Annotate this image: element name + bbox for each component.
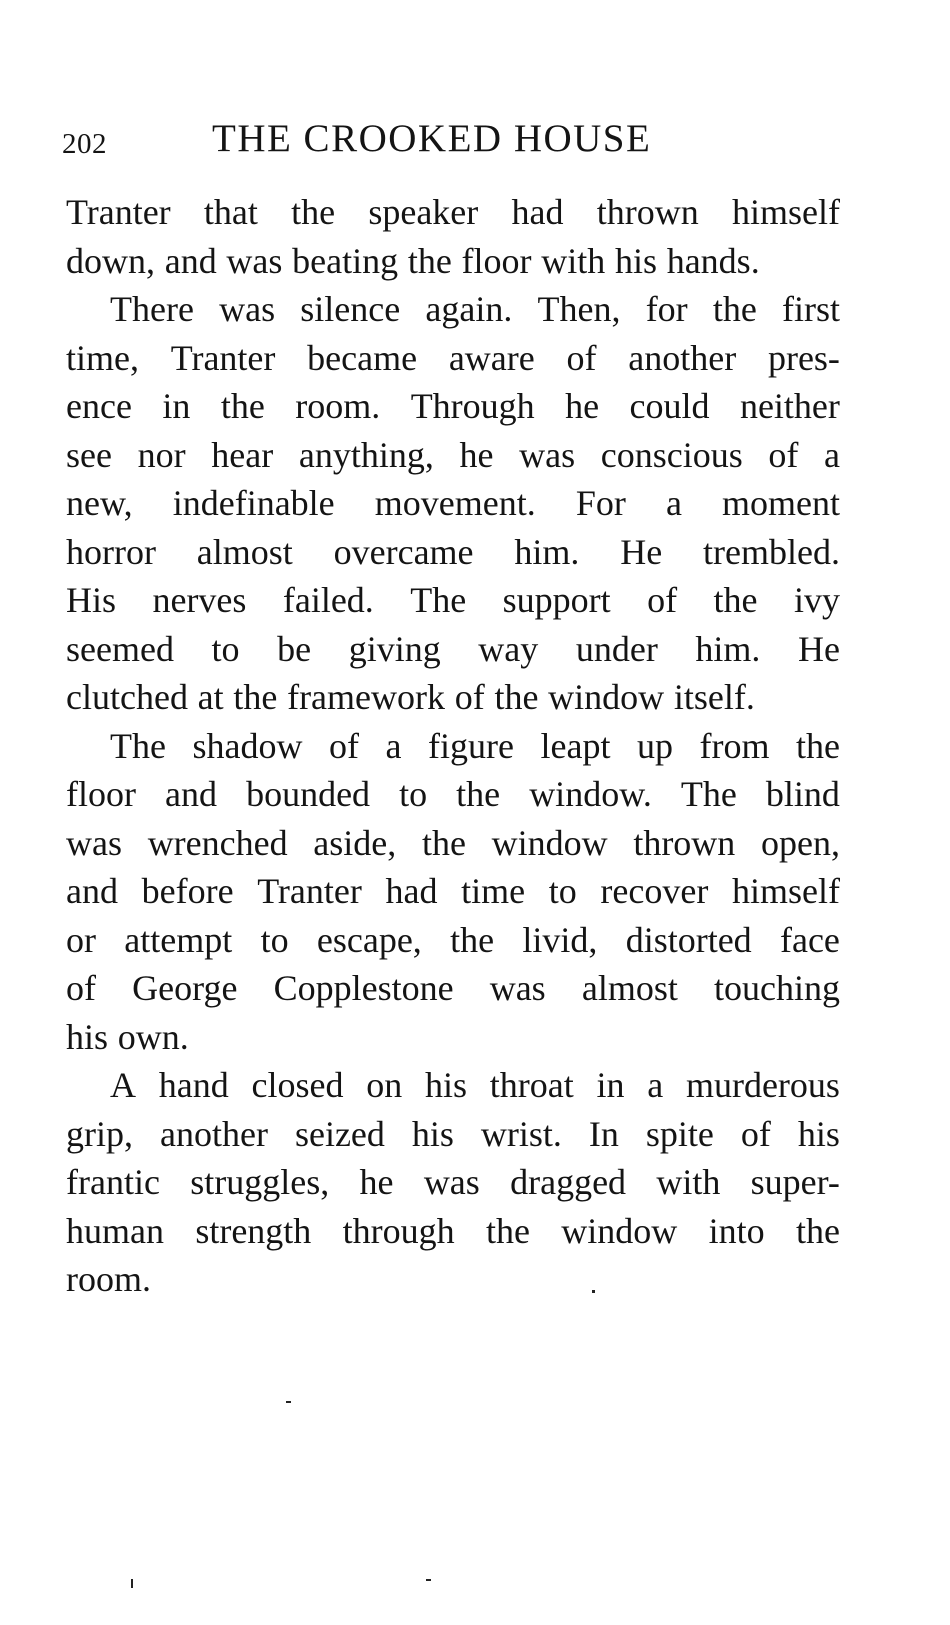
word: hand <box>158 1065 229 1105</box>
word: wrenched <box>147 822 288 863</box>
word: first <box>782 289 840 329</box>
word: he <box>359 1162 394 1202</box>
word: movement. <box>374 483 536 523</box>
word: closed <box>251 1065 344 1105</box>
text-line <box>66 237 840 286</box>
word: struggles, <box>190 1162 330 1202</box>
word: window <box>491 822 608 863</box>
word: a <box>385 725 402 766</box>
word: Then, <box>537 289 621 329</box>
word: with <box>541 240 606 281</box>
word: livid, <box>522 919 598 960</box>
word: before <box>141 871 234 911</box>
text-line <box>66 285 840 334</box>
word: in <box>162 386 191 426</box>
word: hands. <box>666 240 760 281</box>
word: Tranter <box>257 871 362 911</box>
word: window <box>548 677 665 717</box>
text-line <box>66 1255 840 1304</box>
word: seemed <box>66 628 174 669</box>
word: the <box>220 386 265 426</box>
word: had <box>385 871 438 911</box>
word: he <box>459 434 494 475</box>
word: that <box>203 192 258 232</box>
word: frantic <box>66 1162 160 1202</box>
word: the <box>796 725 840 766</box>
page-number: 202 <box>62 128 107 160</box>
word: silence <box>300 289 401 329</box>
word: new, <box>66 483 133 523</box>
word: of <box>740 1113 771 1154</box>
word: recover <box>600 871 709 911</box>
word: the <box>485 1210 530 1251</box>
word: had <box>511 192 564 232</box>
word: bounded <box>246 774 371 814</box>
word: from <box>699 725 770 766</box>
word: floor <box>66 774 136 814</box>
word: He <box>797 628 840 669</box>
word: nor <box>137 434 186 475</box>
word: open, <box>761 822 840 863</box>
word: pres- <box>767 337 840 378</box>
word: own. <box>117 1016 189 1057</box>
word: see <box>66 434 112 475</box>
word: face <box>779 919 840 960</box>
word: to <box>211 628 240 669</box>
word: himself <box>731 871 840 911</box>
text-line <box>66 819 840 868</box>
running-title: THE CROOKED HOUSE <box>212 117 652 160</box>
word: In <box>588 1113 619 1154</box>
word: ivy <box>793 580 840 620</box>
text-line <box>66 528 840 577</box>
word: became <box>307 337 418 378</box>
word: of <box>768 434 799 475</box>
word: and <box>165 774 218 814</box>
text-line <box>66 1158 840 1207</box>
word: human <box>66 1210 164 1251</box>
body-text <box>66 188 840 1304</box>
word: trembled. <box>703 531 840 572</box>
word: was <box>489 968 546 1008</box>
word: time <box>461 871 526 911</box>
word: him. <box>514 531 580 572</box>
word: touching <box>713 968 840 1008</box>
word: For <box>575 483 626 523</box>
word: moment <box>722 483 840 523</box>
word: the <box>450 919 495 960</box>
word: The <box>680 774 737 814</box>
word: under <box>575 628 658 669</box>
word: Tranter <box>66 192 171 232</box>
word: clutched <box>66 677 188 717</box>
word: a <box>824 434 840 475</box>
word: another <box>628 337 737 378</box>
word: the <box>407 240 452 281</box>
text-line <box>66 334 840 383</box>
page-header <box>62 116 842 176</box>
word: super- <box>750 1162 840 1202</box>
word: He <box>620 531 663 572</box>
print-speck <box>131 1579 133 1588</box>
word: for <box>645 289 688 329</box>
word: with <box>656 1162 721 1202</box>
word: window. <box>529 774 652 814</box>
word: The <box>410 580 467 620</box>
word: and <box>164 240 217 281</box>
word: almost <box>581 968 678 1008</box>
word: spite <box>645 1113 714 1154</box>
word: beating <box>292 240 399 281</box>
word: of <box>566 337 597 378</box>
word: a <box>665 483 682 523</box>
word: of <box>647 580 678 620</box>
word: George <box>132 968 238 1008</box>
word: escape, <box>316 919 422 960</box>
word: attempt <box>124 919 233 960</box>
word: on <box>366 1065 403 1105</box>
word: in <box>596 1065 625 1105</box>
word: floor <box>461 240 532 281</box>
word: up <box>636 725 673 766</box>
word: the <box>421 822 466 863</box>
word: distorted <box>625 919 752 960</box>
text-line <box>66 188 840 237</box>
print-speck <box>286 1401 291 1403</box>
word: was <box>423 1162 480 1202</box>
word: himself <box>731 192 840 232</box>
word: anything, <box>298 434 434 475</box>
word: Tranter <box>170 337 276 378</box>
word: His <box>66 580 117 620</box>
paragraph <box>66 1061 840 1304</box>
word: into <box>708 1210 765 1251</box>
text-line <box>66 916 840 965</box>
word: be <box>277 628 312 669</box>
word: Through <box>410 386 535 426</box>
word: framework <box>287 677 445 717</box>
word: the <box>233 677 278 717</box>
word: him. <box>695 628 761 669</box>
word: shadow <box>192 725 303 766</box>
word: There <box>110 289 194 329</box>
word: to <box>260 919 289 960</box>
text-line <box>66 1207 840 1256</box>
word: again. <box>425 289 513 329</box>
word: itself. <box>673 677 755 717</box>
text-line <box>66 431 840 480</box>
word: of <box>66 968 96 1008</box>
word: the <box>494 677 539 717</box>
word: aware <box>448 337 535 378</box>
word: through <box>342 1210 455 1251</box>
text-line <box>66 1061 840 1110</box>
word: time, <box>66 337 139 378</box>
word: was <box>219 289 276 329</box>
print-speck <box>426 1579 431 1581</box>
word: at <box>197 677 224 717</box>
paragraph <box>66 722 840 1062</box>
text-line <box>66 1013 840 1062</box>
word: throat <box>489 1065 574 1105</box>
word: was <box>66 822 122 863</box>
word: support <box>502 580 611 620</box>
word: The <box>110 725 166 766</box>
word: aside, <box>313 822 397 863</box>
word: Copplestone <box>273 968 454 1008</box>
word: giving <box>348 628 441 669</box>
word: the <box>712 289 757 329</box>
word: the <box>291 192 336 232</box>
text-line <box>66 382 840 431</box>
word: grip, <box>66 1113 133 1154</box>
paragraph <box>66 188 840 285</box>
word: thrown <box>633 822 736 863</box>
word: conscious <box>600 434 743 475</box>
word: and <box>66 871 118 911</box>
word: his <box>66 1016 109 1057</box>
word: overcame <box>333 531 474 572</box>
word: could <box>629 386 710 426</box>
word: wrist. <box>480 1113 562 1154</box>
word: his <box>424 1065 467 1105</box>
word: the <box>795 1210 840 1251</box>
word: his <box>411 1113 454 1154</box>
word: down, <box>66 240 155 281</box>
word: figure <box>428 725 514 766</box>
word: neither <box>739 386 840 426</box>
text-line <box>66 673 840 722</box>
word: A <box>110 1065 136 1105</box>
paragraph <box>66 285 840 722</box>
word: hear <box>211 434 274 475</box>
word: he <box>565 386 600 426</box>
word: leapt <box>540 725 611 766</box>
text-line <box>66 964 840 1013</box>
text-line <box>66 479 840 528</box>
word: the <box>713 580 758 620</box>
word: another <box>160 1113 268 1154</box>
word: seized <box>294 1113 385 1154</box>
word: a <box>647 1065 664 1105</box>
text-line <box>66 722 840 771</box>
word: horror <box>66 531 156 572</box>
text-line <box>66 770 840 819</box>
word: almost <box>196 531 293 572</box>
text-line <box>66 1110 840 1159</box>
word: was <box>226 240 283 281</box>
word: the <box>456 774 501 814</box>
word: strength <box>195 1210 312 1251</box>
word: to <box>548 871 577 911</box>
text-line <box>66 867 840 916</box>
word: his <box>614 240 657 281</box>
word: nerves <box>152 580 247 620</box>
word: failed. <box>282 580 374 620</box>
word: his <box>797 1113 840 1154</box>
word: window <box>561 1210 678 1251</box>
word: room. <box>66 1259 151 1299</box>
word: was <box>519 434 576 475</box>
word: thrown <box>596 192 699 232</box>
word: murderous <box>685 1065 840 1105</box>
word: or <box>66 919 96 960</box>
print-speck <box>592 1290 595 1293</box>
word: of <box>329 725 359 766</box>
word: blind <box>765 774 840 814</box>
text-line <box>66 576 840 625</box>
word: way <box>478 628 539 669</box>
word: of <box>454 677 485 717</box>
word: speaker <box>368 192 479 232</box>
word: ence <box>66 386 132 426</box>
word: indefinable <box>172 483 335 523</box>
text-line <box>66 625 840 674</box>
word: dragged <box>510 1162 627 1202</box>
word: room. <box>295 386 381 426</box>
word: to <box>399 774 428 814</box>
